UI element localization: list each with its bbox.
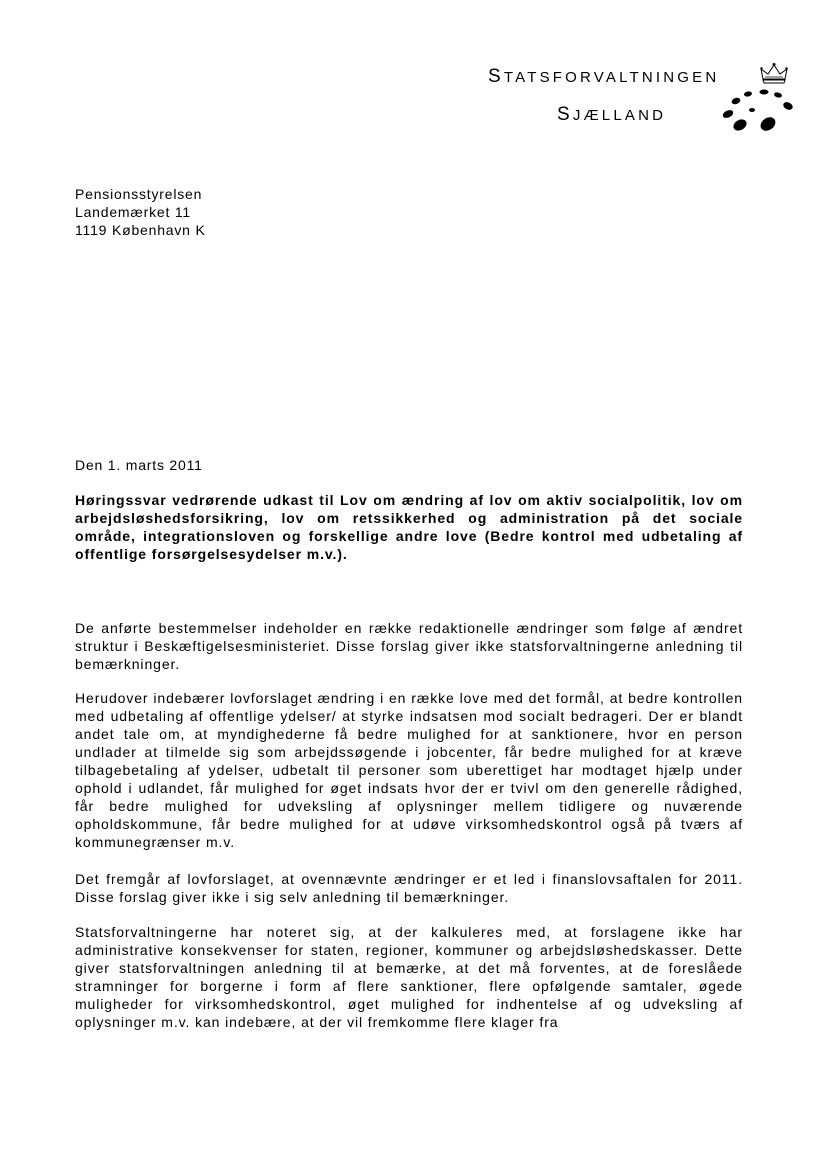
recipient-city: 1119 København K [75,222,206,238]
royal-crown-icon [760,62,788,84]
body-paragraph: De anførte bestemmelser indeholder en række redaktionelle ændringer som følge af ændret struktur i Beskæftigelsesministeriet. Disse forslag giver ikke statsforvaltningerne anledning til bemærkninger. [75,620,743,672]
body-paragraph: Det fremgår af lovforslaget, at ovennævnte ændringer er et led i finanslovsaftalen for 2011. Disse forslag giver ikke i sig selv anledning til bemærkninger. [75,871,743,905]
letterhead-line2 [557,104,666,126]
letter-subject: Høringssvar vedrørende udkast til Lov om ændring af lov om aktiv socialpolitik, lov om arbejdsløshedsforsikring, lov om retssikkerhed og administration på det sociale område, integrationsloven og forskellige andre love (Bedre kontrol med udbetaling af offentlige forsørgelsesydelser m.v.). [75,492,743,562]
letterhead-line1 [488,66,719,88]
recipient-address [75,185,206,239]
letterhead-line2-initial: S [557,104,573,125]
letter-date: Den 1. marts 2011 [75,457,203,473]
letterhead-line1-initial: S [488,66,504,87]
letterhead-line1-rest: TATSFORVALTNINGEN [503,69,720,86]
body-paragraph: Statsforvaltningerne har noteret sig, at der kalkuleres med, at forslagene ikke har administrative konsekvenser for staten, regioner, kommuner og arbejdsløshedskasser. Dette giver statsforvaltningen anledning til at bemærke, at det må forventes, at de foreslåede stramninger for borgerne i form af flere sanktioner, flere opfølgende samtaler, øgede muligheder for virksomhedskontrol, øget mulighed for indhentelse af og udveksling af oplysninger m.v. kan indebære, at der vil fremkomme flere klager fra [75,924,743,1030]
letterhead-line2-rest: JÆLLAND [572,107,667,124]
recipient-name: Pensionsstyrelsen [75,186,203,202]
body-paragraph: Herudover indebærer lovforslaget ændring i en række love med det formål, at bedre kontrollen med udbetaling af offentlige ydelser/ at styrke indsatsen mod socialt bedrageri. Der er blandt andet tale om, at myndighederne få bedre mulighed for at sanktionere, hvor en person undlader at tilmelde sig som arbejdssøgende i jobcenter, får bedre mulighed for at kræve tilbagebetaling af ydelser, udbetalt til personer som uberettiget har modtaget hjælp under ophold i udlandet, får mulighed for øget indsats hvor der er tvivl om den generelle rådighed, får bedre mulighed for udveksling af oplysninger mellem tidligere og nuværende opholdskommune, får bedre mulighed for at udøve virksomhedskontrol også på tværs af kommunegrænser m.v. [75,690,743,850]
recipient-street: Landemærket 11 [75,204,192,220]
logo-dots-icon [718,88,798,138]
